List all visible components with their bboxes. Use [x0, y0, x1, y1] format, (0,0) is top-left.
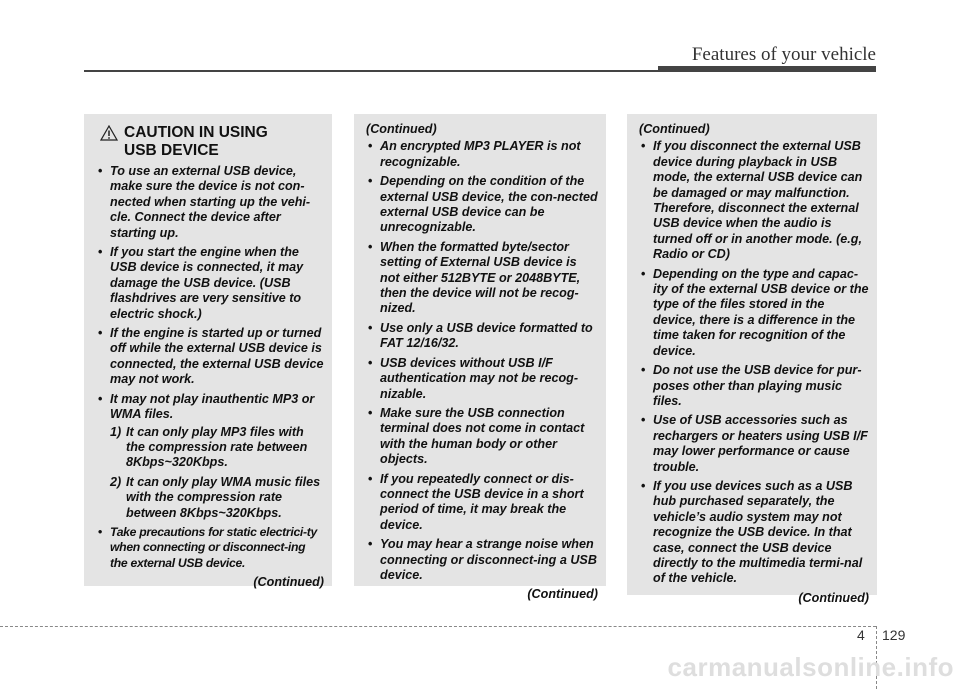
- list-item: • USB devices without USB I/F authentication may not be recog-nizable.: [366, 356, 598, 402]
- list-item: • Depending on the condition of the external USB device, the con-nected external USB device can be unrecognizable.: [366, 174, 598, 236]
- page-section-title: Features of your vehicle: [691, 44, 876, 65]
- caution-box-column-1: [84, 114, 332, 590]
- list-item: • When the formatted byte/sector setting of External USB device is not either 512BYTE or 2048BYTE, then the device will not be recog-nized.: [366, 240, 598, 317]
- list-item: • Make sure the USB connection terminal does not come in contact with the human body or other objects.: [366, 406, 598, 468]
- header-rule-accent: [658, 66, 876, 72]
- chapter-number: 4: [857, 627, 865, 643]
- caution-list: [639, 139, 869, 586]
- warning-triangle-icon: [100, 125, 118, 141]
- list-item: • If you start the engine when the USB device is connected, it may damage the USB device. (USB flashdrives are very sensitive to electric shock.): [96, 245, 324, 322]
- sub-list-text: It can only play WMA music files with the compression rate between 8Kbps~320Kbps.: [126, 474, 321, 520]
- list-item: • If you use devices such as a USB hub purchased separately, the vehicle’s audio system may not recognize the USB device. In that case, connect the USB device directly to the multimedia termi-nal of the vehicle.: [639, 479, 869, 587]
- caution-box-column-2: [354, 114, 606, 602]
- caution-box-column-3: [627, 114, 877, 605]
- list-item: • Use of USB accessories such as rechargers or heaters using USB I/F may lower performance or cause trouble.: [639, 413, 869, 475]
- footer-rule: [0, 626, 876, 627]
- continued-label: (Continued): [798, 590, 869, 605]
- continued-label: (Continued): [527, 587, 598, 602]
- list-item: • Take precautions for static electrici-ty when connecting or disconnect-ing the external USB device.: [96, 525, 324, 571]
- caution-heading-line-1: CAUTION IN USING: [124, 124, 268, 141]
- caution-list: [366, 139, 598, 583]
- page-number: 129: [882, 627, 906, 643]
- sub-list-item: [110, 425, 324, 471]
- sub-list-number: 1): [110, 424, 122, 439]
- list-item: • Use only a USB device formatted to FAT 12/16/32.: [366, 321, 598, 352]
- continued-from-label: (Continued): [639, 122, 710, 136]
- list-item: • Do not use the USB device for pur-poses other than playing music files.: [639, 363, 869, 409]
- caution-heading-line-2: USB DEVICE: [124, 142, 219, 159]
- watermark: carmanualsonline.info: [667, 652, 954, 682]
- list-item: [96, 392, 324, 521]
- sub-list-item: [110, 475, 324, 521]
- list-item: • Depending on the type and capac-ity of the external USB device or the type of the files stored in the device, there is a difference in the time taken for recognition of the device.: [639, 267, 869, 359]
- list-item-text: It may not play inauthentic MP3 or WMA files.: [110, 391, 315, 422]
- sub-list-text: It can only play MP3 files with the compression rate between 8Kbps~320Kbps.: [126, 424, 308, 470]
- caution-heading: [96, 124, 324, 160]
- continued-from-label: (Continued): [366, 122, 437, 136]
- list-item: • You may hear a strange noise when connecting or disconnect-ing a USB device.: [366, 537, 598, 583]
- caution-list: [96, 164, 324, 571]
- list-item: • To use an external USB device, make sure the device is not con-nected when starting up the vehi-cle. Connect the device after starting up.: [96, 164, 324, 241]
- sub-list: [110, 425, 324, 521]
- sub-list-number: 2): [110, 474, 122, 489]
- list-item: • If you disconnect the external USB device during playback in USB mode, the external USB device can be damaged or may malfunction. Therefore, disconnect the external USB device when the audio is turned off or in another mode. (e.g, Radio or CD): [639, 139, 869, 262]
- continued-label: (Continued): [253, 575, 324, 590]
- list-item: • If the engine is started up or turned off while the external USB device is connected, the external USB device may not work.: [96, 326, 324, 388]
- list-item: • If you repeatedly connect or dis-connect the USB device in a short period of time, it may break the device.: [366, 472, 598, 534]
- list-item: • An encrypted MP3 PLAYER is not recognizable.: [366, 139, 598, 170]
